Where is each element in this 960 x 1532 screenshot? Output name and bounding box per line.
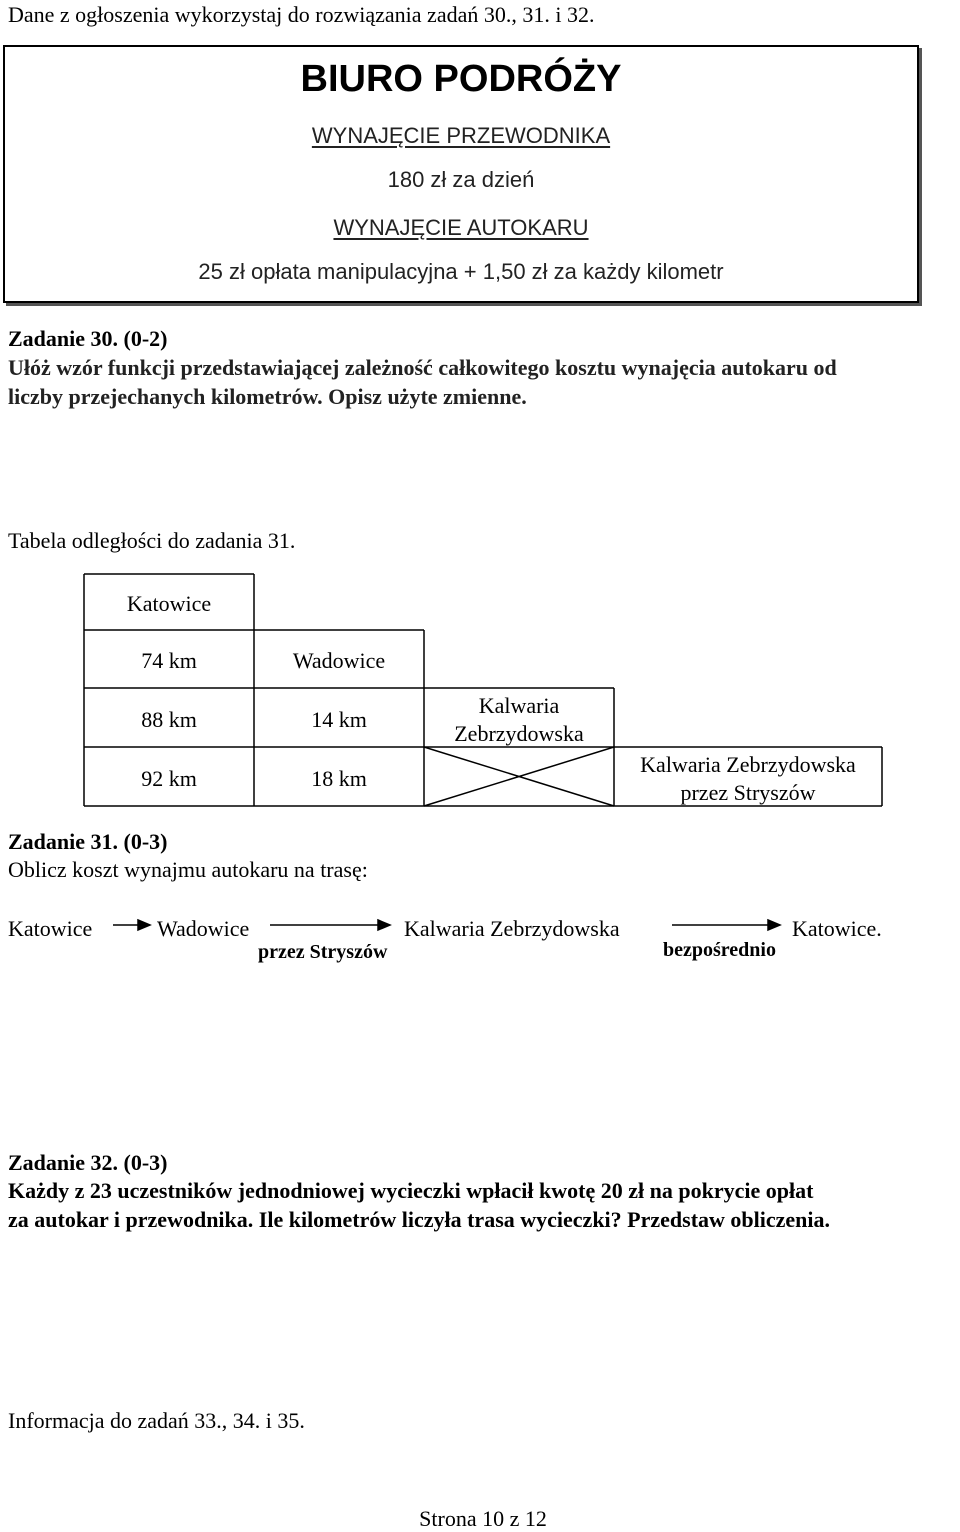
route-stop-katowice: Katowice <box>8 916 93 941</box>
task30-line1: Ułóż wzór funkcji przedstawiającej zależność całkowitego kosztu wynajęcia autokaru od <box>8 355 837 380</box>
ad-title: BIURO PODRÓŻY <box>300 58 622 100</box>
table-katowice: Katowice <box>126 591 212 616</box>
arrow-2-head <box>378 920 390 930</box>
arrow-3-head <box>768 920 780 930</box>
info-text: Informacja do zadań 33., 34. i 35. <box>8 1408 305 1433</box>
task31-heading: Zadanie 31. (0-3) <box>8 829 168 854</box>
table-caption: Tabela odległości do zadania 31. <box>8 528 296 553</box>
task32-line2: za autokar i przewodnika. Ile kilometrów liczyła trasa wycieczki? Przedstaw obliczenia. <box>8 1207 831 1232</box>
task32-line1: Każdy z 23 uczestników jednodniowej wycieczki wpłacił kwotę 20 zł na pokrycie opłat <box>8 1178 814 1203</box>
guide-heading: WYNAJĘCIE PRZEWODNIKA <box>311 123 611 148</box>
table-kalwaria-line1: Kalwaria <box>478 693 560 718</box>
bus-price: 25 zł opłata manipulacyjna + 1,50 zł za każdy kilometr <box>198 259 724 284</box>
travel-agency-ad <box>3 45 919 303</box>
table-kalwaria-stryszow-line1: Kalwaria Zebrzydowska <box>640 752 856 777</box>
route-via-stryszow: przez Stryszów <box>258 941 388 963</box>
route-arrows <box>0 900 960 940</box>
route-stop-kalwaria: Kalwaria Zebrzydowska <box>404 916 620 941</box>
table-kalwaria-stryszow-line2: przez Stryszów <box>680 780 816 805</box>
cell-katowice-kalwaria: 88 km <box>141 707 197 732</box>
task31-prompt: Oblicz koszt wynajmu autokaru na trasę: <box>8 857 368 882</box>
cell-katowice-kalwaria-stryszow: 92 km <box>141 766 197 791</box>
task32-heading: Zadanie 32. (0-3) <box>8 1150 168 1175</box>
guide-price: 180 zł za dzień <box>387 167 535 192</box>
cell-wadowice-kalwaria-stryszow: 18 km <box>311 766 367 791</box>
task30-heading: Zadanie 30. (0-2) <box>8 326 168 351</box>
cell-wadowice-kalwaria: 14 km <box>311 707 367 732</box>
bus-heading: WYNAJĘCIE AUTOKARU <box>333 215 589 240</box>
task30-line2: liczby przejechanych kilometrów. Opisz użyte zmienne. <box>8 384 527 409</box>
table-wadowice: Wadowice <box>292 648 386 673</box>
table-kalwaria-line2: Zebrzydowska <box>454 721 584 746</box>
route-stop-katowice-end: Katowice. <box>792 916 882 941</box>
arrow-1-head <box>138 920 150 930</box>
intro-text: Dane z ogłoszenia wykorzystaj do rozwiązania zadań 30., 31. i 32. <box>8 2 595 27</box>
page-footer: Strona 10 z 12 <box>419 1506 547 1531</box>
cell-katowice-wadowice: 74 km <box>141 648 197 673</box>
route-via-direct: bezpośrednio <box>663 939 776 961</box>
route-stop-wadowice: Wadowice <box>157 916 250 941</box>
